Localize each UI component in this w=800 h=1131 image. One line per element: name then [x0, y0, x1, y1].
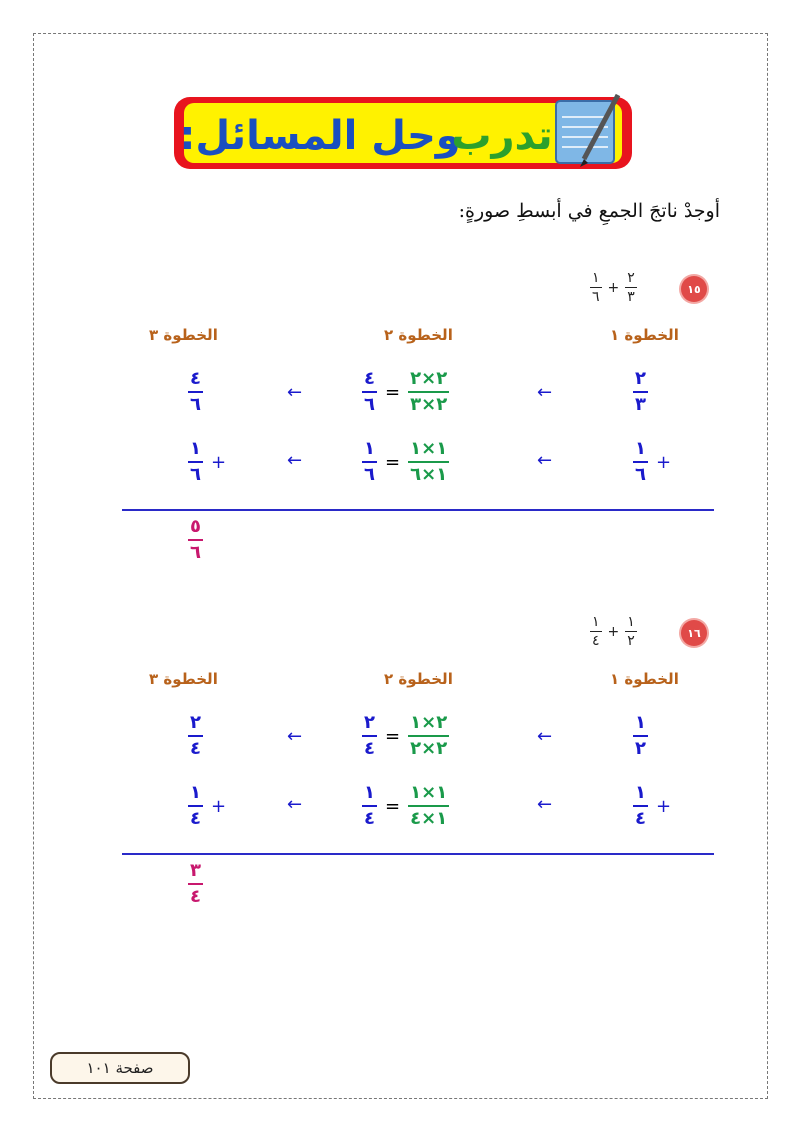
- step-2-equation: $\frac{١}{٤}$ = $\frac{١\times ١}{١\times ٤}$: [364, 782, 448, 829]
- left-arrow-icon: ←: [287, 726, 303, 747]
- left-arrow-icon: ←: [287, 382, 303, 403]
- step-1-fraction: $\frac{١}{٦}$ +: [635, 438, 672, 485]
- step-1-fraction: $\frac{٢}{٣}$: [635, 368, 646, 415]
- problem-number-badge: ١٥: [681, 276, 707, 302]
- left-arrow-icon: ←: [537, 382, 553, 403]
- step-3-fraction: $\frac{٢}{٤}$: [190, 712, 201, 759]
- step-1-fraction: $\frac{١}{٢}$: [635, 712, 646, 759]
- fraction: $\frac{١}{٤}$: [592, 614, 600, 649]
- banner-title-part1: تدرب: [451, 113, 553, 159]
- step-2-equation: $\frac{٤}{٦}$ = $\frac{٢\times ٢}{٢\times ٣}$: [364, 368, 448, 415]
- fraction: $\frac{٢}{٣}$: [627, 270, 635, 305]
- left-arrow-icon: ←: [537, 450, 553, 471]
- step-3-label: الخطوة ٣: [149, 326, 218, 344]
- sum-line: [122, 853, 714, 855]
- step-1-label: الخطوة ١: [610, 326, 679, 344]
- step-3-fraction: $\frac{١}{٦}$ +: [190, 438, 227, 485]
- step-2-equation: $\frac{١}{٦}$ = $\frac{١\times ١}{١\times ٦}$: [364, 438, 448, 485]
- step-1-label: الخطوة ١: [610, 670, 679, 688]
- problem-expression: $\frac{١}{٦}$ + $\frac{٢}{٣}$: [592, 270, 635, 305]
- step-3-fraction: $\frac{٤}{٦}$: [190, 368, 201, 415]
- result-fraction: $\frac{٣}{٤}$: [190, 860, 201, 907]
- left-arrow-icon: ←: [287, 450, 303, 471]
- page-number-label: صفحة ١٠١: [50, 1052, 190, 1084]
- step-3-label: الخطوة ٣: [149, 670, 218, 688]
- fraction: $\frac{١}{٢}$: [627, 614, 635, 649]
- left-arrow-icon: ←: [537, 794, 553, 815]
- instruction-text: أوجدْ ناتجَ الجمعِ في أبسطِ صورةٍ:: [458, 200, 720, 222]
- step-1-fraction: $\frac{١}{٤}$ +: [635, 782, 672, 829]
- left-arrow-icon: ←: [537, 726, 553, 747]
- page-frame: [33, 33, 768, 1099]
- step-2-label: الخطوة ٢: [384, 326, 453, 344]
- section-banner: [170, 87, 636, 175]
- sum-line: [122, 509, 714, 511]
- banner-title-part2: وحل المسائل:: [179, 113, 461, 159]
- step-2-equation: $\frac{٢}{٤}$ = $\frac{٢\times ١}{٢\times ٢}$: [364, 712, 448, 759]
- step-2-label: الخطوة ٢: [384, 670, 453, 688]
- left-arrow-icon: ←: [287, 794, 303, 815]
- step-3-fraction: $\frac{١}{٤}$ +: [190, 782, 227, 829]
- problem-number-badge: ١٦: [681, 620, 707, 646]
- problem-expression: $\frac{١}{٤}$ + $\frac{١}{٢}$: [592, 614, 635, 649]
- fraction: $\frac{١}{٦}$: [592, 270, 600, 305]
- result-fraction: $\frac{٥}{٦}$: [190, 516, 201, 563]
- notepad-icon: [556, 95, 618, 167]
